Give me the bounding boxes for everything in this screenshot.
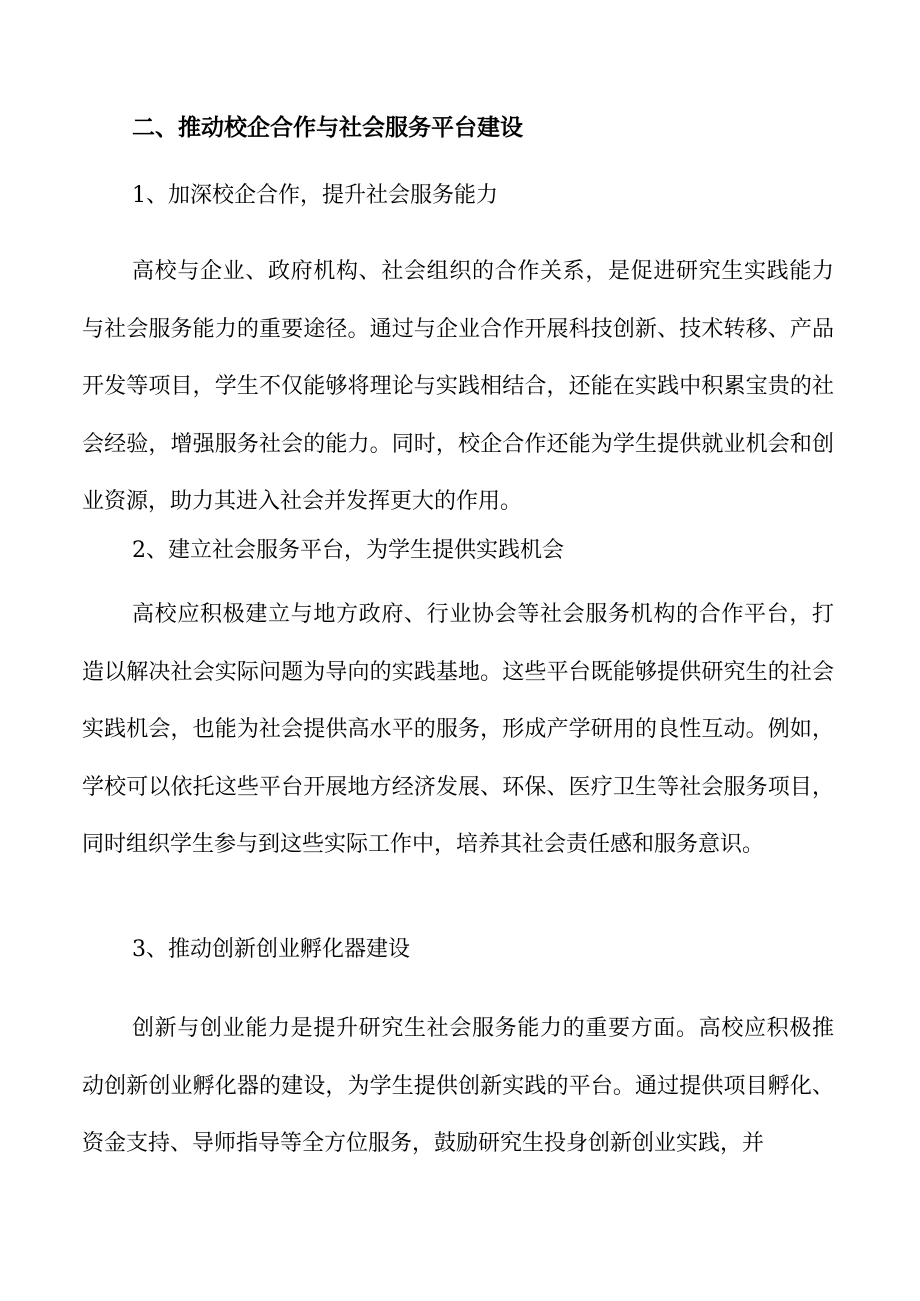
paragraph-3: 创新与创业能力是提升研究生社会服务能力的重要方面。高校应积极推动创新创业孵化器的建设，为学生提供创新实践的平台。通过提供项目孵化、资金支持、导师指导等全方位服务，鼓励研究生投身创新创业实践，并 bbox=[82, 1016, 834, 1156]
paragraph-2: 高校应积极建立与地方政府、行业协会等社会服务机构的合作平台，打造以解决社会实际问题为导向的实践基地。这些平台既能够提供研究生的社会实践机会，也能为社会提供高水平的服务，形成产学研用的良性互动。例如，学校可以依托这些平台开展地方经济发展、环保、医疗卫生等社会服务项目，同时组织学生参与到这些实际工作中，培养其社会责任感和服务意识。 bbox=[82, 602, 834, 857]
subheading-2: 2、建立社会服务平台，为学生提供实践机会 bbox=[132, 538, 564, 563]
paragraph-1: 高校与企业、政府机构、社会组织的合作关系，是促进研究生实践能力与社会服务能力的重要途径。通过与企业合作开展科技创新、技术转移、产品开发等项目，学生不仅能够将理论与实践相结合，还能在实践中积累宝贵的社会经验，增强服务社会的能力。同时，校企合作还能为学生提供就业机会和创业资源，助力其进入社会并发挥更大的作用。 bbox=[82, 259, 834, 514]
section-title: 二、推动校企合作与社会服务平台建设 bbox=[132, 114, 523, 141]
subheading-1: 1、加深校企合作，提升社会服务能力 bbox=[132, 183, 498, 208]
subheading-3: 3、推动创新创业孵化器建设 bbox=[132, 937, 410, 962]
